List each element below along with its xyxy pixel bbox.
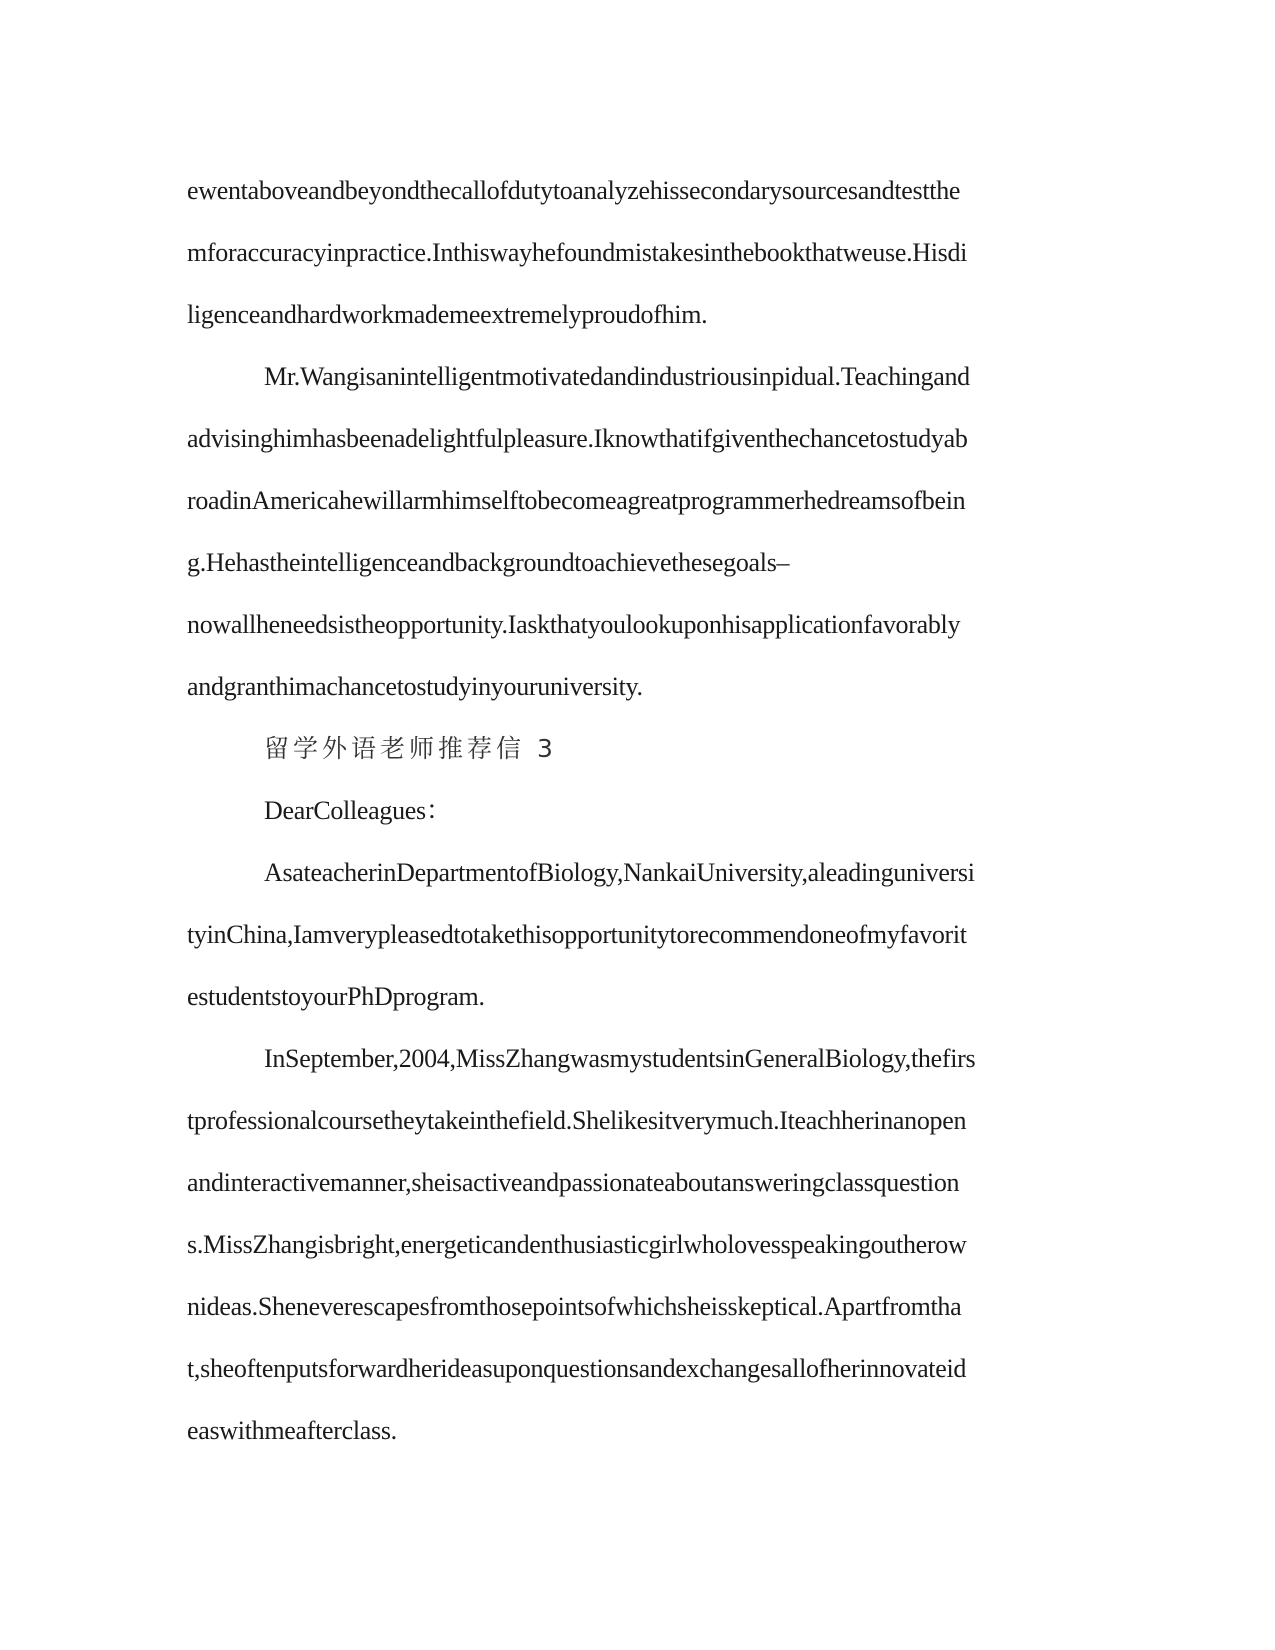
text-line: tprofessionalcoursetheytakeinthefield.Shelikesitverymuch.Iteachherinanopen <box>187 1106 967 1135</box>
text-line: g.Hehastheintelligenceandbackgroundtoachievethesegoals– <box>187 548 790 577</box>
document-body <box>187 160 1087 1462</box>
text-line: roadinAmericahewillarmhimselftobecomeagreatprogrammerhedreamsofbein <box>187 486 966 515</box>
text-line: estudentstoyourPhDprogram. <box>187 982 485 1011</box>
text-line: advisinghimhasbeenadelightfulpleasure.Iknowthatifgiventhechancetostudyab <box>187 424 968 453</box>
text-line: ewentaboveandbeyondthecallofdutytoanalyzehissecondarysourcesandtestthe <box>187 176 961 205</box>
section-heading: 留学外语老师推荐信 3 <box>264 734 557 763</box>
text-line: andgranthimachancetostudyinyouruniversity. <box>187 672 643 701</box>
text-line: easwithmeafterclass. <box>187 1416 397 1445</box>
text-line: t,sheoftenputsforwardherideasuponquestionsandexchangesallofherinnovateid <box>187 1354 967 1383</box>
paragraph-start-line: InSeptember,2004,MissZhangwasmystudentsinGeneralBiology,thefirs <box>264 1044 976 1073</box>
text-line: nowallheneedsistheopportunity.Iaskthatyoulookuponhisapplicationfavorably <box>187 610 961 639</box>
salutation: DearColleagues： <box>264 796 452 825</box>
text-line: mforaccuracyinpractice.Inthiswayhefoundmistakesinthebookthatweuse.Hisdi <box>187 238 968 267</box>
text-line: tyinChina,Iamverypleasedtotakethisopportunitytorecommendoneofmyfavorit <box>187 920 967 949</box>
paragraph-start-line: Mr.Wangisanintelligentmotivatedandindustriousinpidual.Teachingand <box>264 362 970 391</box>
text-line: nideas.Sheneverescapesfromthosepointsofwhichsheisskeptical.Apartfromtha <box>187 1292 962 1321</box>
text-line: ligenceandhardworkmademeextremelyproudofhim. <box>187 300 708 329</box>
text-line: andinteractivemanner,sheisactiveandpassionateaboutansweringclassquestion <box>187 1168 960 1197</box>
paragraph-start-line: AsateacherinDepartmentofBiology,NankaiUniversity,aleadinguniversi <box>264 858 975 887</box>
text-line: s.MissZhangisbright,energeticandenthusiasticgirlwholovesspeakingoutherow <box>187 1230 967 1259</box>
